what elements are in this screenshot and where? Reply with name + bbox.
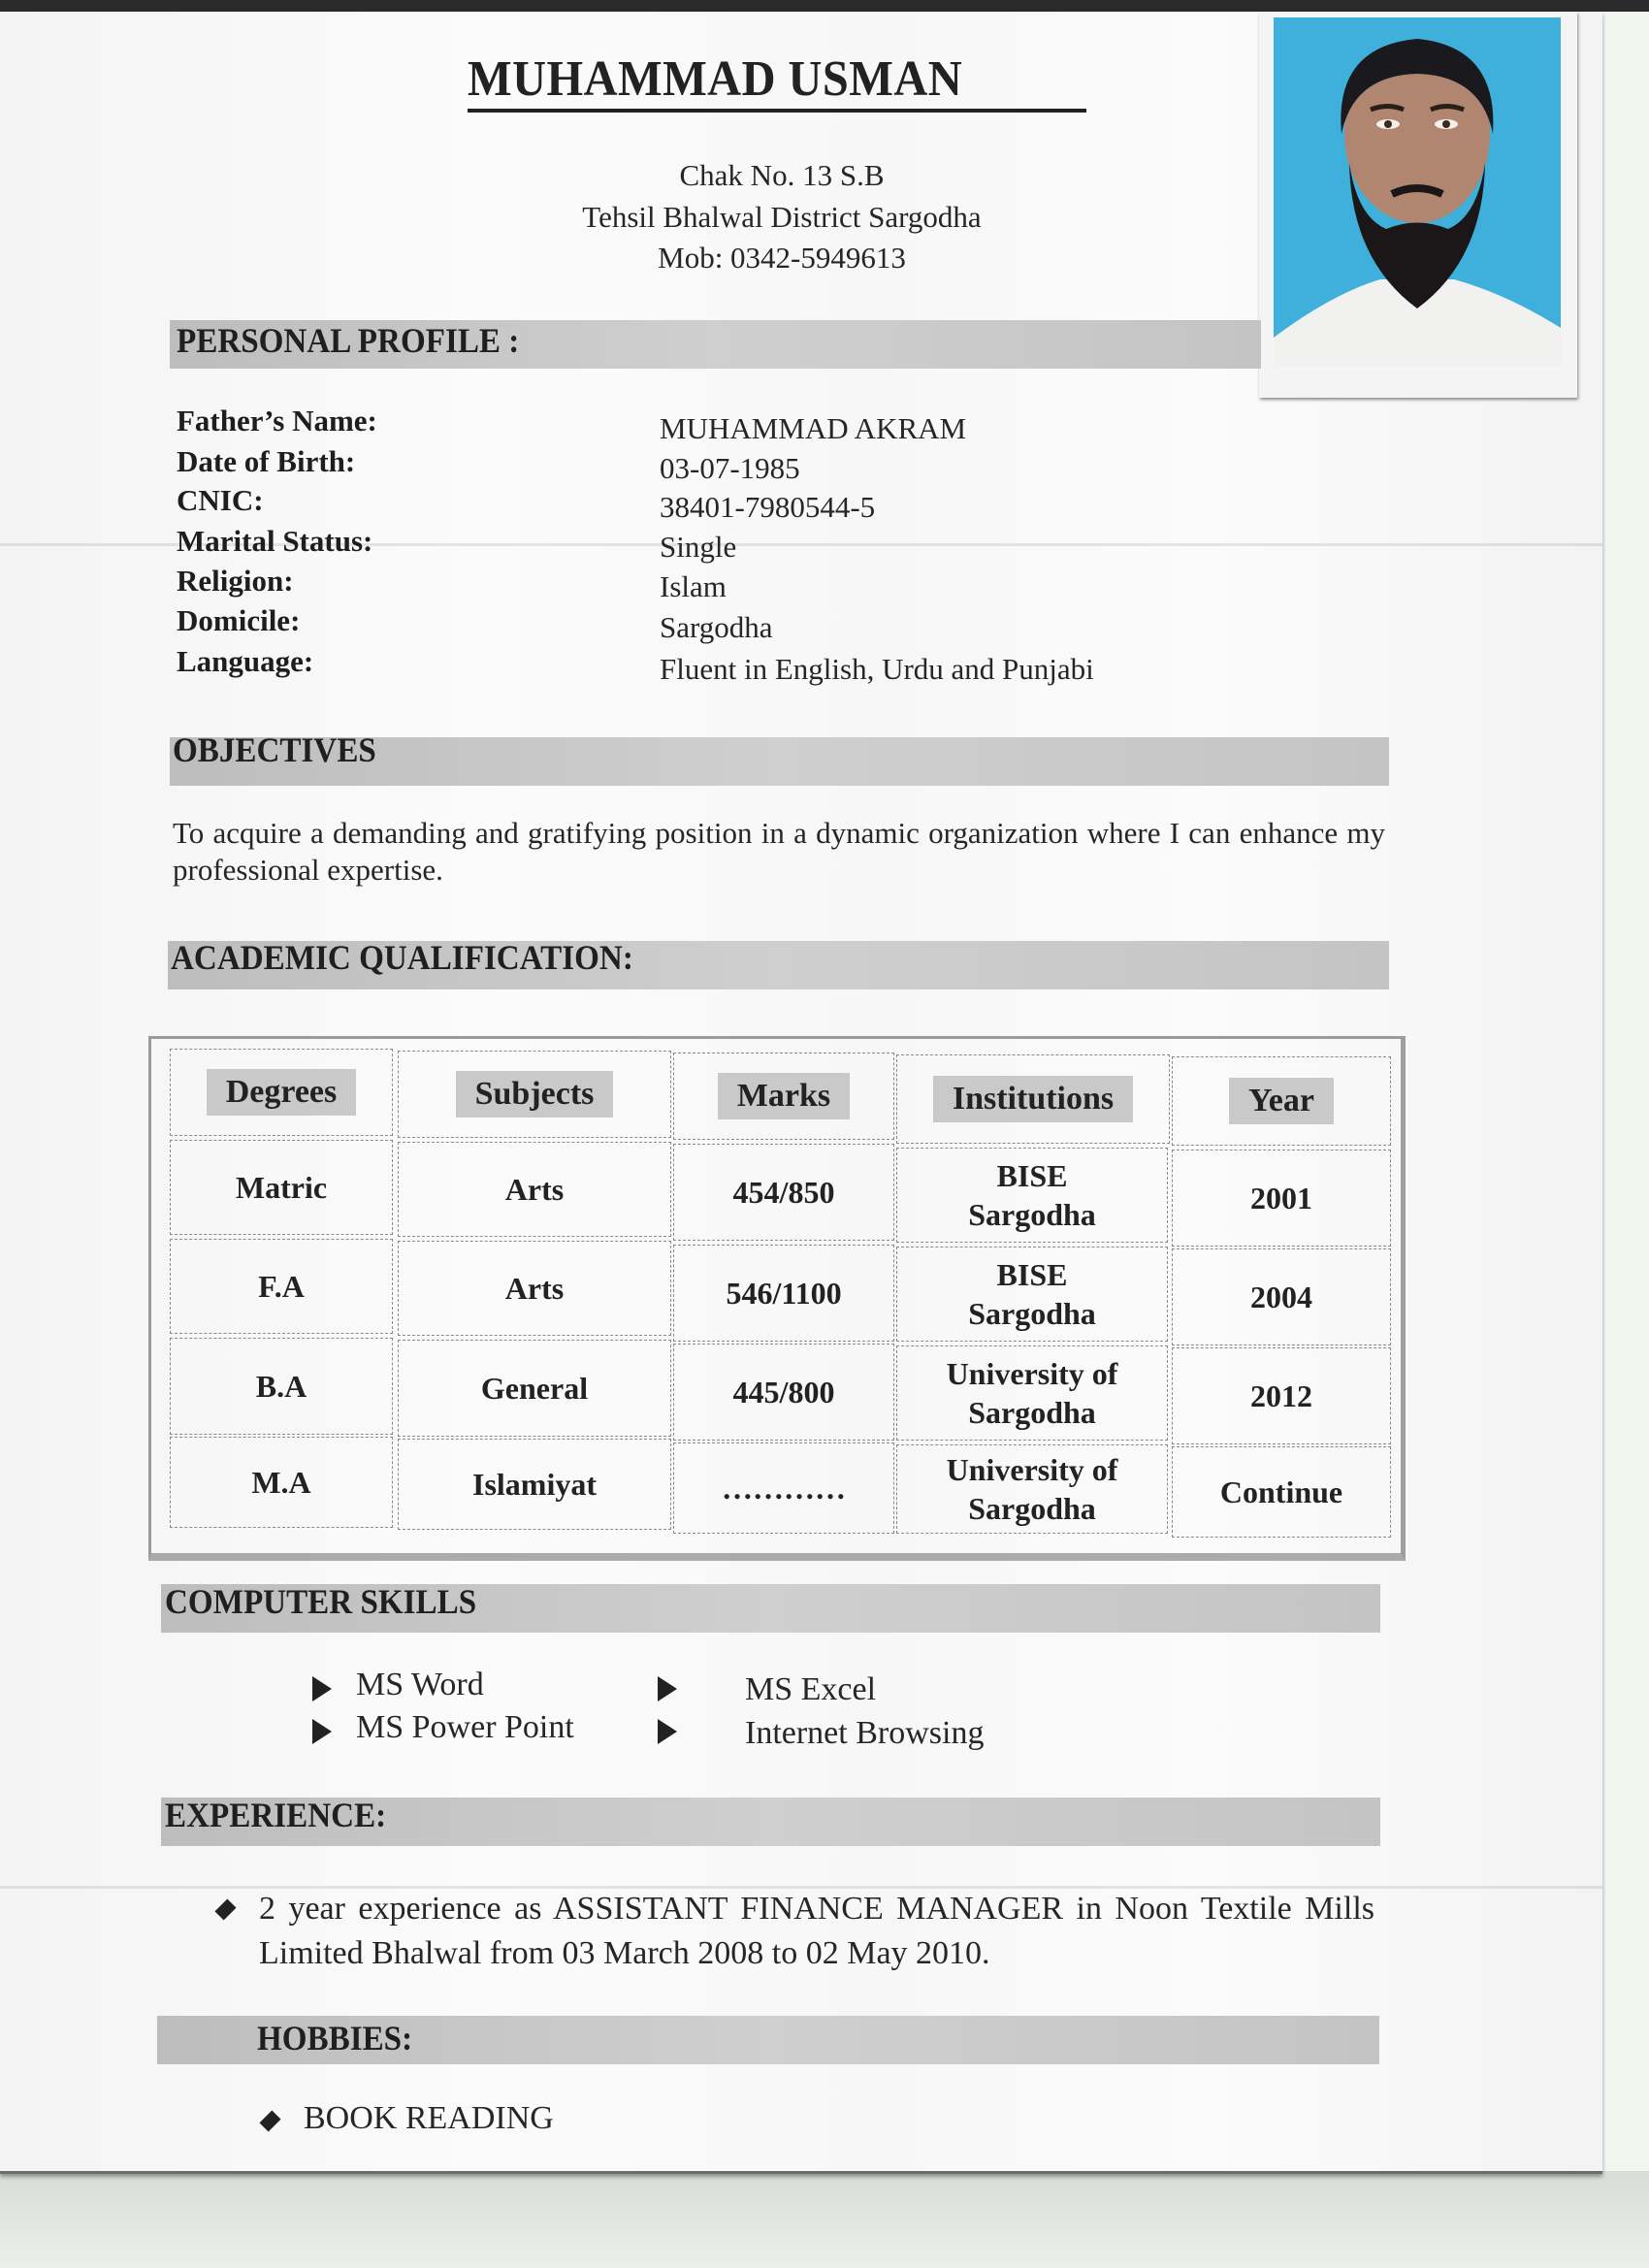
profile-value-marital-status: Single (660, 530, 737, 564)
table-cell-subject: Arts (398, 1241, 671, 1336)
profile-value-father: MUHAMMAD AKRAM (660, 411, 967, 445)
scanner-edge-right (1602, 12, 1649, 2175)
profile-label-marital-status: Marital Status: (177, 524, 373, 558)
skill-item: MS Excel (745, 1671, 877, 1707)
triangle-bullet-icon (312, 1719, 332, 1744)
address-line-2: Tehsil Bhalwal District Sargodha (582, 200, 982, 234)
table-cell-degree: Matric (170, 1140, 393, 1235)
table-cell-institution: University of Sargodha (896, 1345, 1168, 1441)
section-title-objectives: OBJECTIVES (173, 730, 376, 769)
profile-label-father: Father’s Name: (177, 404, 377, 437)
table-cell-marks: 445/800 (673, 1344, 894, 1441)
table-cell-year: 2012 (1172, 1347, 1391, 1444)
profile-label-dob: Date of Birth: (177, 444, 356, 478)
header-degrees: Degrees (207, 1069, 357, 1116)
profile-value-cnic: 38401-7980544-5 (660, 490, 876, 524)
triangle-bullet-icon (658, 1676, 677, 1701)
skill-item: MS Word (356, 1667, 484, 1702)
triangle-bullet-icon (312, 1676, 332, 1701)
profile-label-language: Language: (177, 644, 314, 678)
header-institutions: Institutions (933, 1076, 1133, 1122)
skill-item: Internet Browsing (745, 1715, 985, 1751)
header-subjects: Subjects (456, 1071, 614, 1118)
section-title-personal-profile: PERSONAL PROFILE : (177, 321, 520, 360)
table-cell-subject: Islamiyat (398, 1439, 671, 1530)
profile-value-domicile: Sargodha (660, 610, 773, 644)
mobile-number: Mob: 0342-5949613 (658, 241, 906, 275)
header-year: Year (1229, 1078, 1334, 1124)
profile-value-religion: Islam (660, 569, 727, 603)
table-cell-degree: M.A (170, 1437, 393, 1528)
profile-value-dob: 03-07-1985 (660, 451, 800, 485)
objective-text: To acquire a demanding and gratifying position in a dynamic organization where I can enhance my professional expertise. (173, 816, 1385, 887)
table-cell-institution: University of Sargodha (896, 1444, 1168, 1534)
table-header-cell (170, 1049, 393, 1136)
table-cell-year: 2004 (1172, 1248, 1391, 1345)
table-cell-year: 2001 (1172, 1150, 1391, 1247)
address-line-1: Chak No. 13 S.B (679, 158, 885, 192)
table-header-cell (896, 1054, 1170, 1144)
scanner-edge-top (0, 0, 1649, 12)
experience-item: 2 year experience as ASSISTANT FINANCE MANAGER in Noon Textile Mills Limited Bhalwal from 03 March 2008 to 02 May 2010. (259, 1891, 1374, 1971)
photo-frame (1259, 12, 1577, 398)
person-portrait-icon (1274, 17, 1561, 367)
table-cell-degree: F.A (170, 1239, 393, 1334)
profile-label-religion: Religion: (177, 564, 294, 598)
section-title-hobbies: HOBBIES: (257, 2019, 413, 2057)
scanner-bed-bottom (0, 2171, 1649, 2268)
skill-item: MS Power Point (356, 1709, 574, 1745)
profile-label-cnic: CNIC: (177, 483, 264, 517)
table-cell-degree: B.A (170, 1338, 393, 1435)
profile-label-domicile: Domicile: (177, 603, 301, 637)
triangle-bullet-icon (658, 1719, 677, 1744)
section-title-computer-skills: COMPUTER SKILLS (165, 1582, 477, 1621)
table-cell-subject: General (398, 1340, 671, 1437)
table-cell-institution: BISE Sargodha (896, 1148, 1168, 1243)
section-title-experience: EXPERIENCE: (165, 1796, 387, 1834)
table-header-cell (1172, 1056, 1391, 1146)
table-header-cell (673, 1053, 894, 1140)
table-header-cell (398, 1051, 671, 1138)
section-title-academic: ACADEMIC QUALIFICATION: (171, 938, 633, 977)
hobby-item: BOOK READING (304, 2100, 554, 2136)
table-cell-year: Continue (1172, 1446, 1391, 1538)
header-marks: Marks (718, 1073, 850, 1119)
candidate-name: MUHAMMAD USMAN (468, 51, 963, 107)
table-cell-marks: 454/850 (673, 1144, 894, 1241)
table-cell-marks: ………… (673, 1442, 894, 1534)
name-underline (468, 109, 1086, 113)
profile-photo (1274, 17, 1561, 367)
table-cell-subject: Arts (398, 1142, 671, 1237)
academic-table (148, 1036, 1406, 1561)
table-cell-marks: 546/1100 (673, 1245, 894, 1342)
table-cell-institution: BISE Sargodha (896, 1247, 1168, 1342)
profile-value-language: Fluent in English, Urdu and Punjabi (660, 652, 1094, 686)
